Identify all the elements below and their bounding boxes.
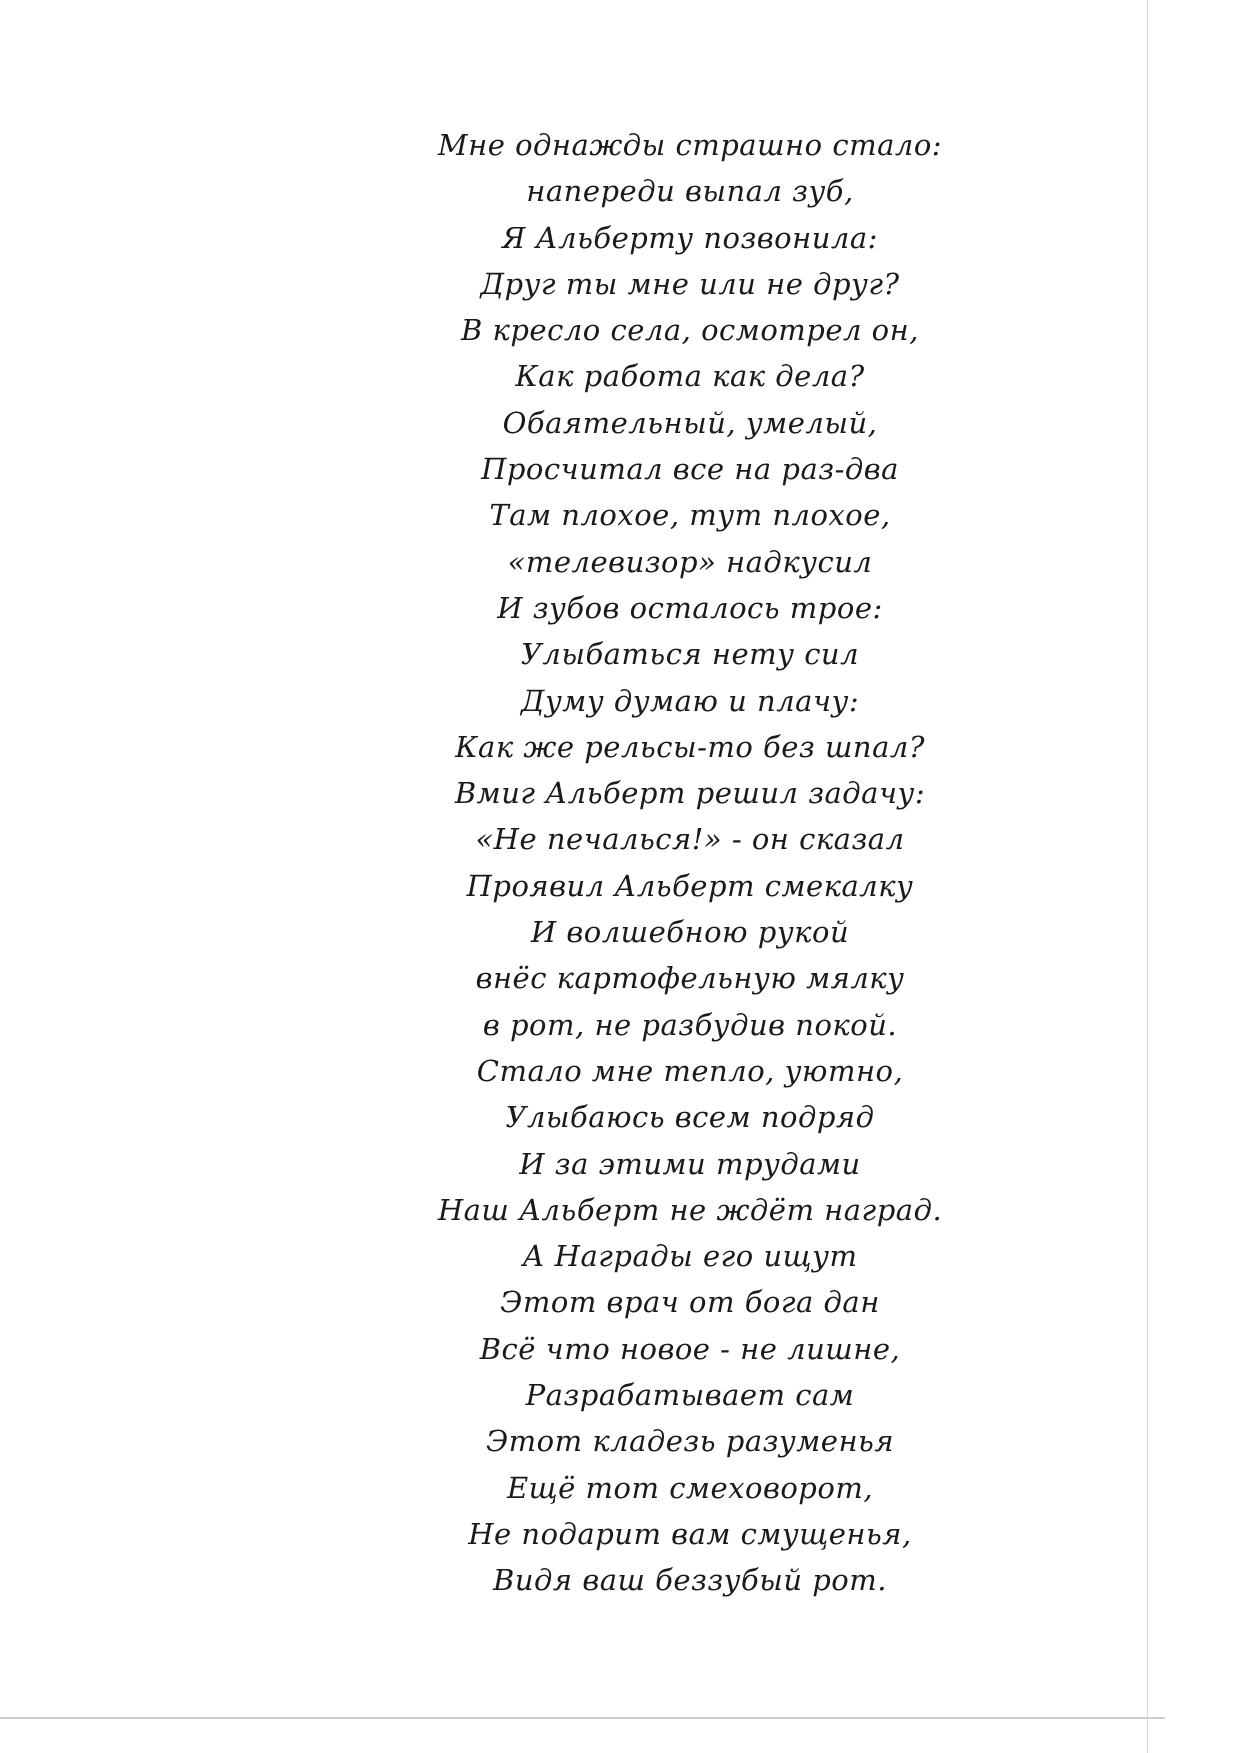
poem-line: И волшебною рукой xyxy=(530,915,850,950)
poem-line: Не подарит вам смущенья, xyxy=(468,1516,912,1551)
poem-line: «Не печалься!» - он сказал xyxy=(475,822,905,857)
poem-line: Всё что новое - не лишне, xyxy=(479,1331,901,1366)
poem-line: Улыбаться нету сил xyxy=(520,637,860,672)
poem-line: И зубов осталось трое: xyxy=(497,590,883,625)
scan-edge-right xyxy=(1147,0,1148,1753)
poem-line: Наш Альберт не ждёт наград. xyxy=(437,1192,943,1227)
poem-line: Как же рельсы-то без шпал? xyxy=(455,729,925,764)
poem-line: Этот кладезь разуменья xyxy=(485,1424,895,1459)
poem-line: Как работа как дела? xyxy=(515,359,865,394)
scan-edge-bottom xyxy=(0,1717,1165,1719)
poem-line: Улыбаюсь всем подряд xyxy=(505,1100,875,1135)
poem-line: Там плохое, тут плохое, xyxy=(489,498,891,533)
poem xyxy=(400,122,980,1604)
poem-line: Ещё тот смеховорот, xyxy=(506,1470,874,1505)
poem-line: Просчитал все на раз-два xyxy=(481,452,899,487)
poem-line: Видя ваш беззубый рот. xyxy=(493,1563,887,1598)
poem-line: Мне однажды страшно стало: xyxy=(437,128,943,162)
poem-line: Этот врач от бога дан xyxy=(500,1285,880,1320)
poem-line: в рот, не разбудив покой. xyxy=(482,1007,898,1042)
poem-line: «телевизор» надкусил xyxy=(507,544,873,579)
poem-line: напереди выпал зуб, xyxy=(526,174,854,209)
poem-line: В кресло села, осмотрел он, xyxy=(461,313,919,348)
poem-line: Стало мне тепло, уютно, xyxy=(476,1053,904,1088)
poem-line: Друг ты мне или не друг? xyxy=(480,266,900,301)
poem-line: И за этими трудами xyxy=(519,1146,861,1181)
poem-line: Вмиг Альберт решил задачу: xyxy=(454,776,926,811)
poem-line: Обаятельный, умелый, xyxy=(502,405,878,440)
poem-line: Проявил Альберт смекалку xyxy=(466,868,914,903)
poem-line: Я Альберту позвонила: xyxy=(502,220,878,255)
poem-line: внёс картофельную мялку xyxy=(475,961,905,996)
poem-line: Думу думаю и плачу: xyxy=(520,683,860,718)
poem-line: А Награды его ищут xyxy=(522,1239,858,1274)
poem-line: Разрабатывает сам xyxy=(525,1378,855,1413)
